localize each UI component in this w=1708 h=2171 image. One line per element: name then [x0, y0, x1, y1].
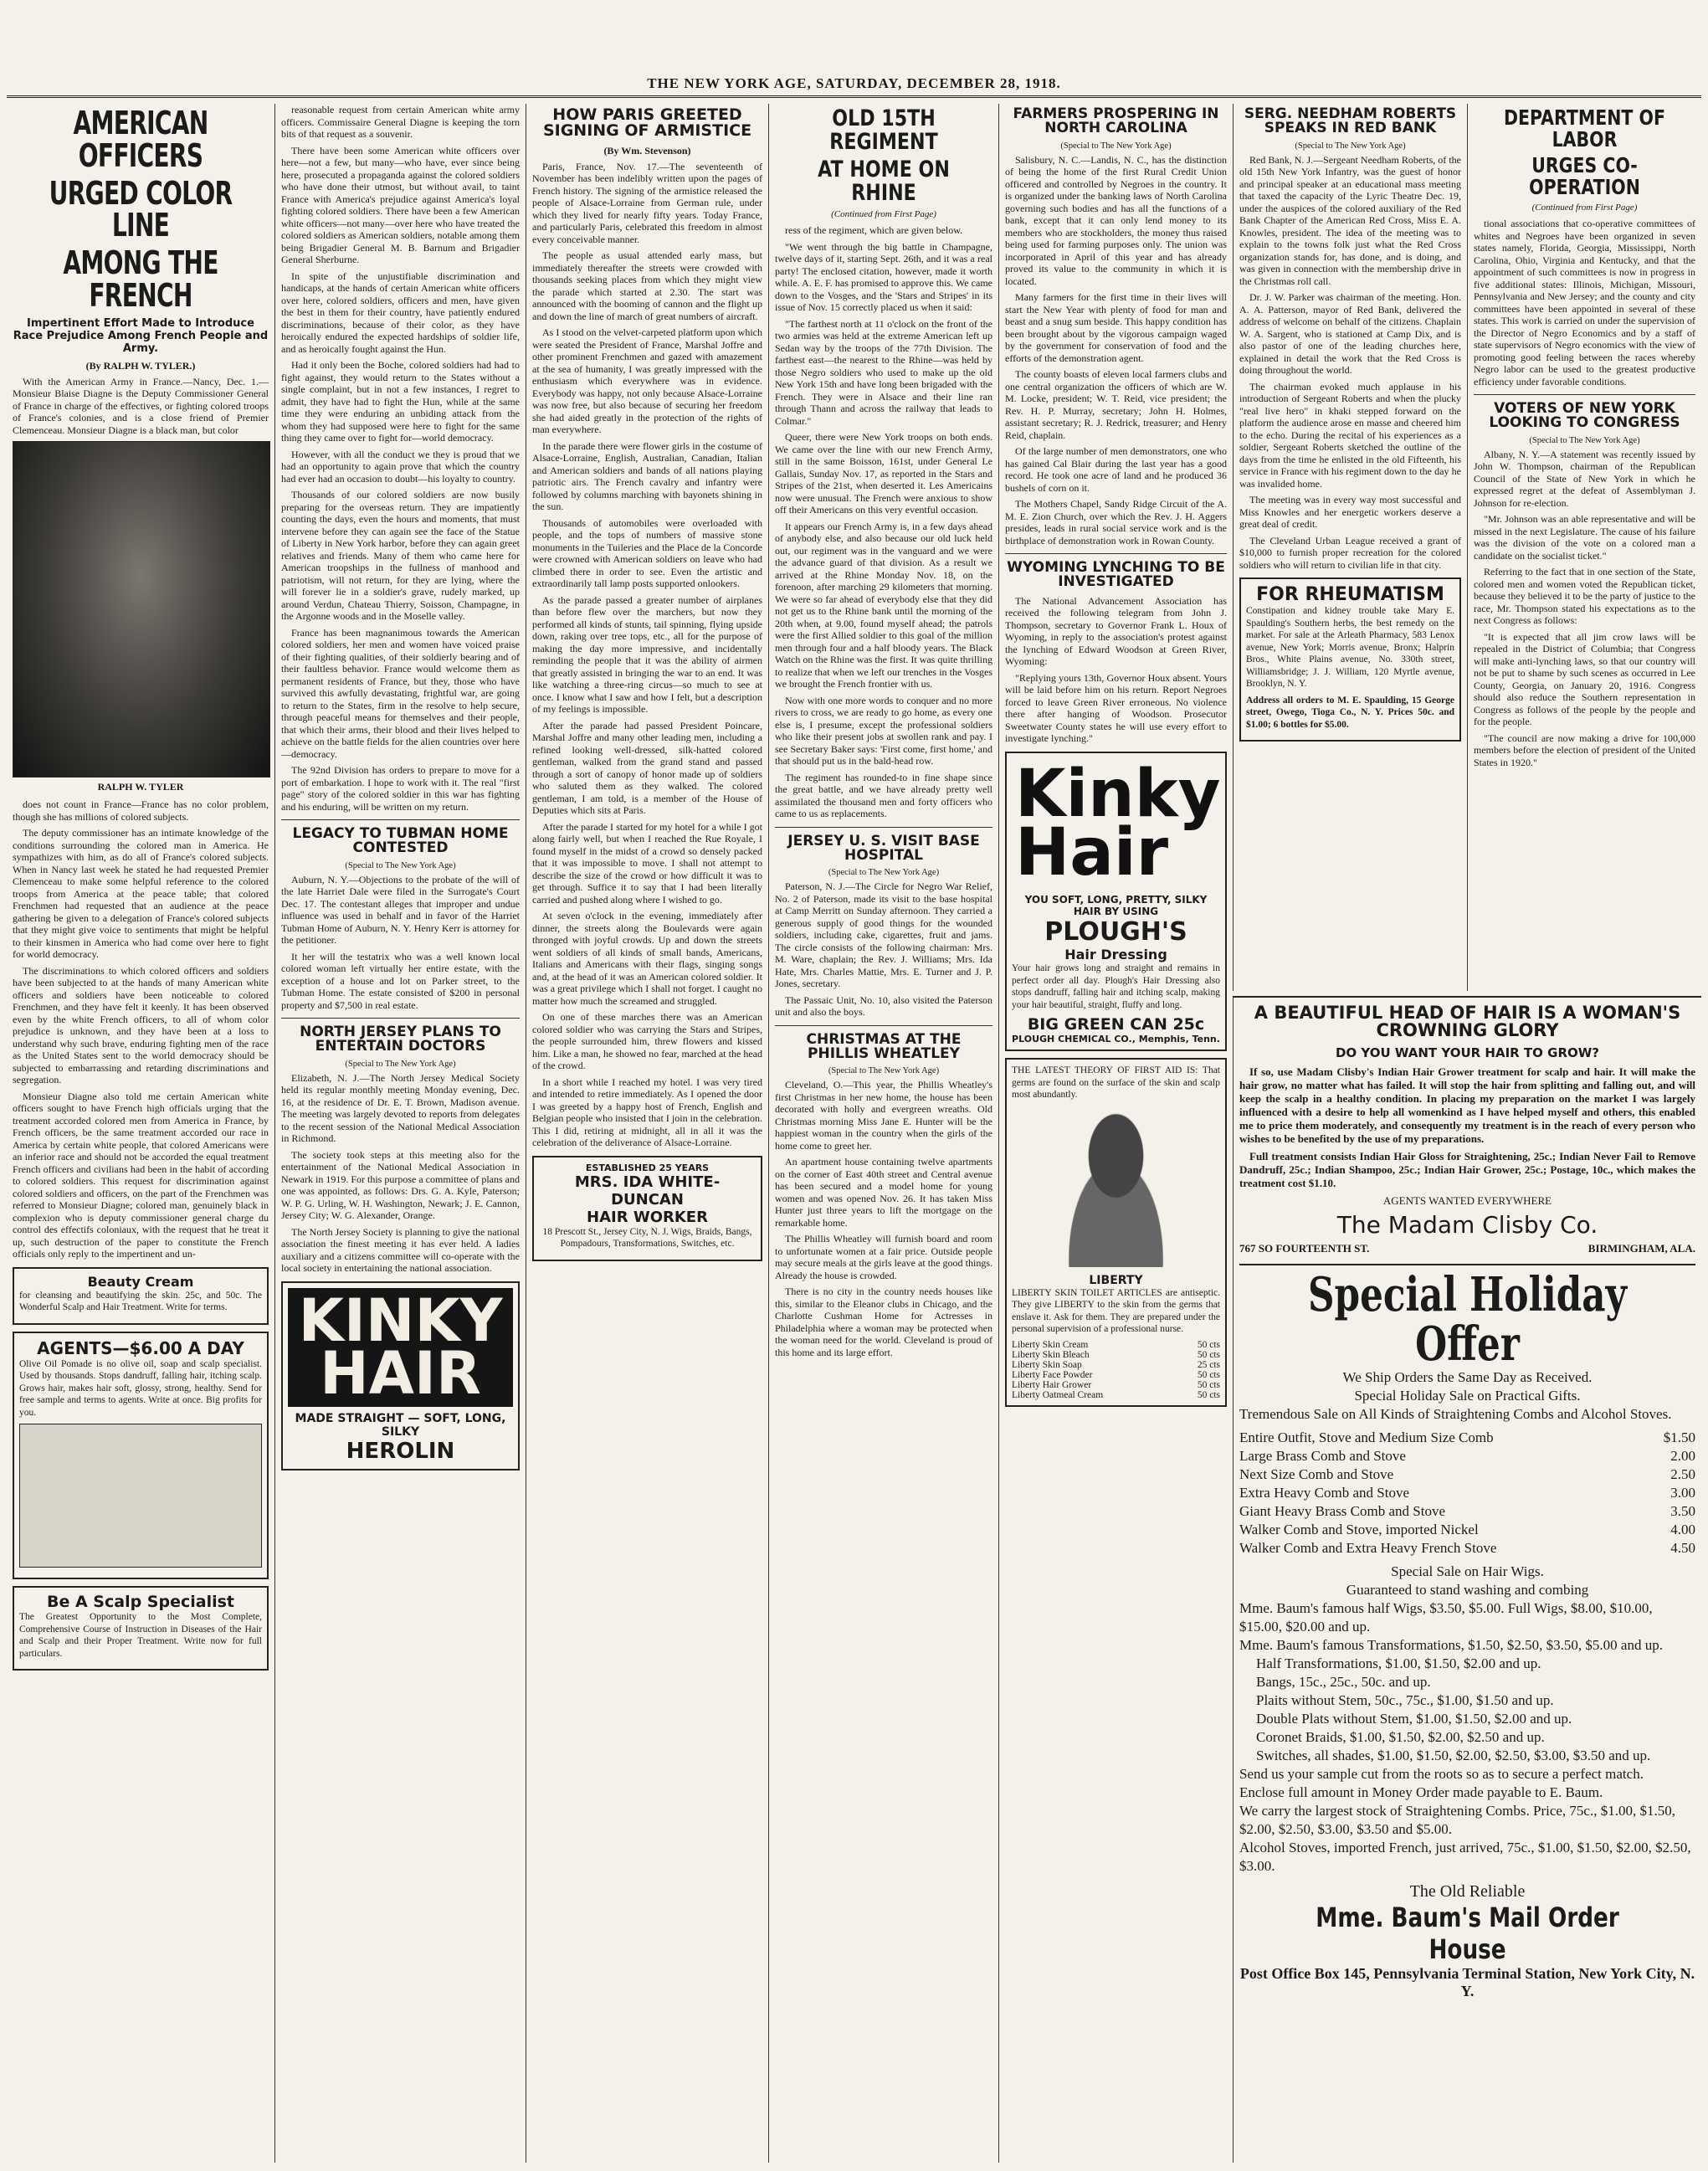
ad-text: Your hair grows long and straight and remains in perfect order all day. Plough's Hair Dressing also stops dandruff, falling hair and itching scalp, making your hair beautiful, straight, fluffy and long. — [1012, 963, 1220, 1010]
item-name: Walker Comb and Extra Heavy French Stove — [1239, 1540, 1497, 1557]
column-7 — [1467, 104, 1701, 991]
ad-title-bottom: Hair — [1015, 815, 1169, 890]
clisby-treatment: Full treatment consists Indian Hair Gloss for Straightening, 25c.; Indian Never Fail to Remove Dandruff, 25c.; Indian Shampoo, 25c.; Indian Hair Grower, 25c.; Postage, 10c., which makes the treatment cost $1.10. — [1239, 1149, 1695, 1189]
headline-line: AMERICAN OFFICERS — [73, 105, 208, 174]
article-paragraph: As I stood on the velvet-carpeted platform upon which were seated the President of France, Marshal Joffre and other prominent Frenchmen and gazed with amazement at the sea of humanity, I was greatly impressed with the enthusiasm which everywhere was in evidence. Everybody was happy, not only because Alsace-Lorraine was now free, but also because of securing her freedom she had aided greatly in the protection of the rights of man everywhere. — [532, 326, 762, 436]
item-name: Liberty Skin Bleach — [1012, 1349, 1090, 1360]
price-row — [1239, 1484, 1695, 1502]
ad-title: AGENTS—$6.00 A DAY — [37, 1337, 244, 1358]
wigs-line: Double Plats without Stem, $1.00, $1.50, $2.00 and up. — [1256, 1711, 1572, 1727]
clisby-headline: A BEAUTIFUL HEAD OF HAIR IS A WOMAN'S CROWNING GLORY — [1254, 1003, 1681, 1041]
ad-tagline: MADE STRAIGHT — SOFT, LONG, SILKY — [295, 1411, 506, 1439]
ad-text: Constipation and kidney trouble take Mary E. Spaulding's Southern herbs, the best remedy on the market. For sale at the Arleath Pharmacy, 583 Lenox avenue, New York; Morris avenue, Bronx; Halprin Bros., White Plains avenue, No. 330th street, Williamsbridge; J. J. William, 120 Myrtle avenue, Brooklyn, N. Y. — [1246, 606, 1454, 690]
article-paragraph: On one of these marches there was an American colored soldier who was carrying the Stars and Stripes, the people surrounded him, threw flowers and kissed him. Like a man, he showed no fear, marched at the head of the crowd. — [532, 1011, 762, 1072]
price-row — [1239, 1502, 1695, 1521]
dateline: (Special to The New York Age) — [1295, 141, 1406, 151]
holiday-offer-ad — [1239, 1264, 1695, 2001]
wigs-line: Alcohol Stoves, imported French, just arrived, 75c., $1.00, $1.50, $2.00, $2.50, $3.00. — [1239, 1840, 1691, 1875]
item-price: 2.00 — [1670, 1448, 1695, 1465]
article-paragraph: Now with one more words to conquer and no more rivers to cross, we are ready to go home, as every one else is, I presume, except the professional soldiers who like their present jobs at swollen rank and pay. I see Secretary Baker says: 'First come, first home,' and that should put us in the bald-head row. — [775, 694, 992, 767]
article-paragraph: Elizabeth, N. J.—The North Jersey Medical Society held its regular monthly meeting Monday evening, Dec. 16, at the residence of Dr. E. T. Brown, Madison avenue. The meeting was largely devoted to reports from delegates to the recent session of the National Medical Association in Richmond. — [281, 1071, 520, 1145]
article-paragraph: The society took steps at this meeting also for the entertainment of the National Medical Association in Newark in 1919. For this purpose a committee of plans and one was appointed, as follows: Drs. G. A. Kyle, Paterson; W. P. G. Urling, W. H. Washington, Newark; J. E. Cannon, Jersey City; W. G. Alexander, Orange. — [281, 1148, 520, 1222]
article-paragraph: Had it only been the Boche, colored soldiers had had to fight against, they would return to the States without a single complaint, but in not a few instances, I regret to admit, they have had to fight the Hun, while at the same time they were enduring an unbiding attack from the whom they had supposed were here to fight for the same thing they came over to fight for—world democracy. — [281, 359, 520, 444]
article-paragraph: Salisbury, N. C.—Landis, N. C., has the distinction of being the home of the first Rural Credit Union officered and controlled by Negroes in the country. It is organized under the banking laws of North Carolina governing such bodies and has all the functions of a bank, except that it can only lend money to its members who are stockholders, the money thus raised being used for farming purposes only. The union was incorporated in April of this year and has already proved its value to the community in which it is located. — [1005, 153, 1227, 287]
article-paragraph: "Mr. Johnson was an able representative and will be missed in the next Legislature. The cause of his failure was the division of the vote on a colored man a candidate on the socialist ticket." — [1474, 513, 1695, 562]
beauty-cream-ad — [13, 1267, 269, 1325]
headline-line: DEPARTMENT OF LABOR — [1503, 105, 1665, 151]
article-paragraph: After the parade had passed President Poincare, Marshal Joffre and many other leading men, including a refined looking well-dressed, silk-hatted colored gentleman, walked from the grand stand and passed through a sort of canopy of honor made up of soldiers who saluted them as they walked. The colored gentleman, I am told, is a member of the House of Deputies which sits at Paris. — [532, 719, 762, 817]
item-price: 3.50 — [1670, 1503, 1695, 1520]
article-paragraph: tional associations that co-operative committees of whites and Negroes have been organized in seven states namely, Florida, Georgia, Mississippi, North Carolina, Ohio, Virginia and Kentucky, and that the appointment of such committees is now in progress in five additional states: Illinois, Michigan, Missouri, Pennsylvania and New Jersey; and the county and city committees have been appointed in several of these states. This work is carried on under the supervision of the Director of Negro Economics and by a staff of state supervisors of Negro economics with the view of promoting good feeling between the races whereby Negro labor can be used to the greatest productive efficiency under favorable conditions. — [1474, 218, 1695, 387]
column-3 — [526, 104, 768, 2163]
article-paragraph: "Replying yours 13th, Governor Houx absent. Yours will be laid before him on his return. Report Negroes forced to leave Green River erroneous. No violence there after hanging of Woodson. Prosecutor Sweetwater County states he will use every effort to investigate lynching." — [1005, 671, 1227, 745]
ad-trademark: LIBERTY — [1089, 1273, 1143, 1287]
article-paragraph: However, with all the conduct we they is proud that we had an opportunity to again prove that which the country had ever had an occasion to doubt—his loyalty to country. — [281, 448, 520, 485]
ad-name: MRS. IDA WHITE-DUNCAN — [574, 1173, 721, 1209]
article-paragraph: After the parade I started for my hotel for a while I got along fairly well, but when I reached the Rue Royale, I found myself in the midst of a crowd so densely packed that it was impossible to move. I shall not attempt to describe the size of the crowd or how difficult it was to get through. Suffice it to say that I had been literally carried and pushed along where I wished to go. — [532, 820, 762, 906]
item-price: 2.50 — [1670, 1466, 1695, 1483]
ad-text: for cleansing and beautifying the skin. 25c, and 50c. The Wonderful Scalp and Hair Treatment. Write for terms. — [19, 1290, 262, 1312]
holiday-headline: Special Holiday Offer — [1307, 1266, 1627, 1372]
article-paragraph: Dr. J. W. Parker was chairman of the meeting. Hon. A. A. Patterson, mayor of Red Bank, delivered the address of welcome on behalf of the citizens. Chaplain W. A. Sargent, who is stationed at Camp Dix, and is also pastor of one of the leading churches here, explained in detail the work that the Red Cross is doing throughout the world. — [1239, 291, 1461, 377]
article-headline: JERSEY U. S. VISIT BASE HOSPITAL — [787, 832, 980, 864]
rheumatism-ad — [1239, 577, 1461, 742]
clisby-body: If so, use Madam Clisby's Indian Hair Grower treatment for scalp and hair. It will make the hair grow, no matter what has failed. It will stop the hair from splitting and falling out, and will keep the scalp in a healthy condition. In placing my preparation on the market I was largely influenced with a desire to help all womenkind as I have helped myself and others, this enabled me to price them moderately, and consequently my treatment is in the reach of every person who wishes to be benefited by the use of my preparations. — [1239, 1065, 1695, 1145]
article-paragraph: Auburn, N. Y.—Objections to the probate of the will of the late Harriet Dale were filed in the Surrogate's Court Dec. 17. The contestant alleges that improper and undue influence was used in behalf and in favor of the Harriet Tubman Home of Auburn, N. Y. Henry Kerr is attorney for the petitioner. — [281, 873, 520, 947]
dateline: (Special to The New York Age) — [1060, 141, 1172, 151]
liberty-item — [1012, 1360, 1220, 1370]
article-headline: CHRISTMAS AT THE PHILLIS WHEATLEY — [806, 1030, 962, 1063]
headline-line: OLD 15TH REGIMENT — [829, 105, 938, 155]
clisby-question: DO YOU WANT YOUR HAIR TO GROW? — [1335, 1044, 1599, 1060]
continued-note: (Continued from First Page) — [1531, 203, 1638, 213]
article-paragraph: France has been magnanimous towards the American colored soldiers, her men and women have voiced praise of their fighting qualities, of their soldierly bearing and of their faultless behavior. France would welcome them as permanent residents of France, but they, those who have survived this awfully devastating, frightful war, are going to return to the States, firm in the resolve to help secure, through peaceful means for themselves and their people, that which their arms, their blood and their lives helped to achieve on the battle fields for the alien countries over here—democracy. — [281, 626, 520, 760]
item-name: Walker Comb and Stove, imported Nickel — [1239, 1522, 1479, 1538]
wigs-line: Mme. Baum's famous Transformations, $1.50, $2.50, $3.50, $5.00 and up. — [1239, 1637, 1663, 1654]
article-paragraph: The meeting was in every way most successful and Miss Knowles and her energetic workers deserve a great deal of credit. — [1239, 494, 1461, 531]
ad-tagline: YOU SOFT, LONG, PRETTY, SILKY HAIR BY USING — [1024, 894, 1208, 918]
article-paragraph: Referring to the fact that in one section of the State, colored men and women voted the Republican ticket, because they believed it to be the party of justice to the race, Mr. Thompson stated his expectations as to the next Congress as follows: — [1474, 566, 1695, 627]
item-name: Liberty Skin Cream — [1012, 1339, 1089, 1350]
liberty-item — [1012, 1370, 1220, 1380]
article-paragraph: The deputy commissioner has an intimate knowledge of the conditions surrounding the colored man in America. He sympathizes with him, as do all of France's colored subjects. When in Nancy last week he stated he had requested Premier Clemenceau to make some helpful reference to the colored troops from America at the peace table; that colored Frenchmen had requested that an audience at the peace gathering be given to a delegation of France's colored subjects that they might give voice to sentiments that might be helpful to their kinsmen in America who had come over here to fight for world democracy. — [13, 827, 269, 960]
liberty-item — [1012, 1380, 1220, 1390]
article-paragraph: It her will the testatrix who was a well known local colored woman left virtually her entire estate, with the exception of a house and lot on Parker street, to the Tubman Home. The estate consisted of $200 in personal property and $7,500 in real estate. — [281, 950, 520, 1011]
item-price: 50 cts — [1197, 1389, 1220, 1400]
ad-text: LIBERTY SKIN TOILET ARTICLES are antiseptic. They give LIBERTY to the skin from the germs that enslave it. Ask for them. They are prepared under the personal supervision of a professional nurse. — [1012, 1287, 1220, 1335]
item-name: Extra Heavy Comb and Stove — [1239, 1485, 1410, 1501]
dateline: (Special to The New York Age) — [828, 1066, 940, 1076]
clisby-company: The Madam Clisby Co. — [1336, 1210, 1598, 1239]
article-paragraph: At seven o'clock in the evening, immediately after dinner, the streets along the Boulevards were again thronged with joyful crowds. Up and down the streets went soldiers of all kinds of small bands, Americans, Italians and Americans with their flags, singing songs and, at the head of it was an American colored soldier. It was a great privilege which I shall not forget. I caught no matter how much the screamed and struggled. — [532, 910, 762, 1007]
article-paragraph: Of the large number of men demonstrators, one who has gained Cal Blair during the last year has a good record. He took one acre of land and he produced 36 bushels of corn on it. — [1005, 445, 1227, 494]
article-paragraph: The North Jersey Society is planning to give the national association the finest meeting it has ever held. A ladies auxiliary and a citizens committee will co-operate with the local society in entertaining the national association. — [281, 1225, 520, 1275]
ad-title: Be A Scalp Specialist — [47, 1593, 234, 1611]
ad-title-bottom: HAIR — [320, 1338, 481, 1408]
baum-house: Mme. Baum's Mail Order House — [1316, 1902, 1619, 1966]
column-1 — [7, 104, 274, 2163]
ad-company: PLOUGH CHEMICAL CO., Memphis, Tenn. — [1012, 1034, 1220, 1045]
ad-address: Address all orders to M. E. Spaulding, 15 George street, Owego, Tioga Co., N. Y. Prices 50c. and $1.00; 6 bottles for $5.00. — [1246, 695, 1454, 730]
article-paragraph: With the American Army in France.—Nancy, Dec. 1.—Monsieur Blaise Diagne is the Deputy Commissioner General of France in charge of the effectives, or fighting colored troops of France's colonies, and is a close friend of Premier Clemenceau. Monsieur Diagne is a black man, but color — [13, 375, 269, 436]
holiday-tremendous: Tremendous Sale on All Kinds of Straightening Combs and Alcohol Stoves. — [1239, 1406, 1672, 1423]
wigs-line: Guaranteed to stand washing and combing — [1346, 1582, 1589, 1599]
ad-offer: BIG GREEN CAN 25c — [1027, 1015, 1205, 1034]
illustration — [19, 1424, 262, 1568]
clisby-address — [1239, 1242, 1695, 1255]
ad-title-top: Kinky — [1015, 756, 1221, 832]
dateline: (Special to The New York Age) — [345, 1059, 456, 1069]
column-5 — [998, 104, 1233, 2163]
article-paragraph: "It is expected that all jim crow laws will be repealed in the District of Columbia; that Congress will make anti-lynching laws, so that our country will not be put to shame by such scenes as occurred in Lee County, Georgia, on January 20, 1916. Congress should also reduce the Southern representation in Congress as follows of the people by the people and for the people. — [1474, 630, 1695, 728]
divider — [1474, 394, 1695, 395]
article-paragraph: does not count in France—France has no color problem, though she has millions of colored subjects. — [13, 798, 269, 823]
portrait-photo — [13, 441, 270, 778]
masthead: THE NEW YORK AGE, SATURDAY, DECEMBER 28, 1918. — [647, 75, 1061, 91]
headline-line: URGES CO-OPERATION — [1529, 153, 1640, 199]
item-price: 50 cts — [1197, 1369, 1220, 1380]
column-6 — [1233, 104, 1467, 991]
scalp-specialist-ad — [13, 1586, 269, 1671]
ads-block — [1233, 996, 1701, 2163]
article-paragraph: Paterson, N. J.—The Circle for Negro War Relief, No. 2 of Paterson, made its visit to the base hospital at Camp Merritt on Sunday afternoon. They carried a generous supply of good things for the wounded soldiers, including cake, cigarettes, fruit and jams. The circle consists of the following chairman: Mrs. M. Ware, chaplain; the Rev. J. Williams; Mrs. Ida Hate, Mrs. Charles Mattie, Mrs. E. Turner and J. P. Jones, secretary. — [775, 880, 992, 990]
ad-brand: HEROLIN — [346, 1438, 455, 1464]
article-paragraph: It appears our French Army is, in a few days ahead of anybody else, and also because our old luck held out, our regiment was in the vanguard and we were the advance guard of that division. As a result we arrived at the Rhine Monday Nov. 18, on the forenoon, after marching 29 kilometers that morning. We were so far ahead of everybody else that they did not get us to the Rhine bank until the morning of the 20th when, at 9.00, found myself ahead; the patrols were the first Allied soldier to this goal of the million men through four and a half bloody years. The Black Watch on the Rhine was the first. It was quite thrilling to realize that when we left our trenches in the Vosges we brought the French frontier with us. — [775, 520, 992, 690]
subheadline: Impertinent Effort Made to Introduce Race Prejudice Among French People and Army. — [13, 316, 269, 355]
article-paragraph: The National Advancement Association has received the following telegram from John J. Thompson, secretary to Governor Frank L. Houx of Wyoming, in reply to the association's protest against the lynching of Edward Woodson at Green River, Wyoming: — [1005, 594, 1227, 668]
article-headline: VOTERS OF NEW YORK LOOKING TO CONGRESS — [1489, 400, 1680, 432]
item-price: 50 cts — [1197, 1339, 1220, 1350]
article-paragraph: Red Bank, N. J.—Sergeant Needham Roberts, of the old 15th New York Infantry, was the guest of honor and principal speaker at an educational mass meeting that taxed the capacity of the Lyric Theatre Dec. 19, under the auspices of the colored auxiliary of the Red Bank Chapter of the American Red Cross, Miss E. A. Knowles, president. The idea of the meeting was to explain to the towns folk just what the Red Cross organization stands for, has done, and is doing, and was given in connection with the membership drive in the Christmas roll call. — [1239, 153, 1461, 287]
ad-text: The Greatest Opportunity to the Most Complete, Comprehensive Course of Instruction in Diseases of the Hair and Scalp and their Proper Treatment. Write now for full particulars. — [19, 1612, 262, 1659]
article-paragraph: Thousands of automobiles were overloaded with people, and the tops of numbers of massive stone monuments in the Tuileries and the Place de la Concorde were crowned with American soldiers on leave who had climbed there in order to see. Even the artistic and extraordinarily tall lamp posts supported onlookers. — [532, 516, 762, 590]
article-paragraph: "The farthest north at 11 o'clock on the front of the two armies was held at the extreme American left up Sedan way by the troops of the 77th Division. The farthest east—the nearest to the Rhine—was held by those Negro soldiers who used to make up the old New York 15th and have long been brigaded with the French. They were in Alsace and their line ran through Thann and across the railway that leads to Colmar." — [775, 317, 992, 427]
item-name: Liberty Oatmeal Cream — [1012, 1389, 1104, 1400]
liberty-item — [1012, 1340, 1220, 1350]
continued-note: (Continued from First Page) — [831, 209, 936, 220]
item-price: $1.50 — [1663, 1429, 1695, 1446]
price-row — [1239, 1447, 1695, 1465]
hair-worker-ad — [532, 1156, 762, 1261]
item-name: Entire Outfit, Stove and Medium Size Comb — [1239, 1429, 1494, 1446]
article-paragraph: The county boasts of eleven local farmers clubs and one central organization the officers of which are W. M. Locke, president; W. T. Reid, vice president; the Rev. H. P. Murray, secretary; John H. Holmes, assistant secretary; R. J. Redrick, treasurer; and Henry Reid, chaplain. — [1005, 368, 1227, 441]
byline: (By Wm. Stevenson) — [603, 144, 691, 157]
article-paragraph: Paris, France, Nov. 17.—The seventeenth of November has been indelibly written upon the pages of French history. The signing of the armistice released the people of Alsace-Lorraine from German rule, under which they lived for nearly fifty years. Today France, and particularly Paris, celebrated this freedom in almost every conceivable manner. — [532, 160, 762, 245]
article-paragraph: The people as usual attended early mass, but immediately thereafter the streets were crowded with thousands seeking places from which they might view the parade which started at 2.30. The start was announced with the booming of cannon and the flight up and down the line of march of great numbers of aircraft. — [532, 249, 762, 322]
article-paragraph: The chairman evoked much applause in his introduction of Sergeant Roberts and when the plucky "real live hero" in khaki stepped forward on the platform the audience arose en masse and cheered him to the echo. During the recital of his experiences as a soldier, Sergeant Roberts sketched the outline of the days from the time he enlisted in the old Fifteenth, his service in France with his regiment down to the day he was invalided home. — [1239, 380, 1461, 490]
article-headline: HOW PARIS GREETED SIGNING OF ARMISTICE — [542, 105, 752, 141]
article-paragraph: The 92nd Division has orders to prepare to move for a port of embarkation. I hope to work with it. The real "first page" story of the colored soldier in this war has fighting and his enduring, will be written on my return. — [281, 764, 520, 813]
article-paragraph: There is no city in the country needs houses like this, similar to the Eleanor clubs in Chicago, and the Charlotte Cushman Home for Actresses in Philadelphia where a woman may be protected when the woman need for the world. Cleveland is proud of this home and its large effort. — [775, 1286, 992, 1358]
ad-title — [288, 1288, 513, 1407]
price-row — [1239, 1429, 1695, 1447]
price-row — [1239, 1521, 1695, 1539]
ad-trade: HAIR WORKER — [587, 1208, 708, 1226]
wigs-line: Plaits without Stem, 50c., 75c., $1.00, $1.50 and up. — [1256, 1692, 1554, 1709]
article-paragraph: "The council are now making a drive for 100,000 members before the election of president of the United States in 1920." — [1474, 731, 1695, 768]
divider — [775, 1025, 992, 1026]
divider — [1005, 553, 1227, 554]
wigs-line: We carry the largest stock of Straightening Combs. Price, 75c., $1.00, $1.50, $2.00, $2.50, $3.00, $3.50 and $5.00. — [1239, 1803, 1675, 1838]
item-name: Liberty Face Powder — [1012, 1369, 1093, 1380]
article-paragraph: The Passaic Unit, No. 10, also visited the Paterson unit and also the boys. — [775, 993, 992, 1019]
article-paragraph: The Mothers Chapel, Sandy Ridge Circuit of the A. M. E. Zion Church, over which the Rev. J. H. Aggers presides, leads in rural social service work and is the birthplace of demonstration work in Rowan County. — [1005, 498, 1227, 547]
dateline: (Special to The New York Age) — [828, 868, 940, 878]
woman-bust-illustration — [1043, 1108, 1188, 1267]
wigs-line: Enclose full amount in Money Order made payable to E. Baum. — [1239, 1784, 1603, 1801]
article-paragraph: In spite of the unjustifiable discrimination and handicaps, at the hands of certain American white officers over here, colored soldiers, officers and men, have given the best in them for their country, have patiently endured discriminations, because of their color, as they have heroically endured the expected hardships of soldier life, and as heroically fought against the Hun. — [281, 269, 520, 355]
article-paragraph: The discriminations to which colored officers and soldiers have been subjected to at the hands of many American white officers and soldiers have been noticeable to colored Frenchmen, and they have felt it keenly. It has been observed even by the white French officers, to all of whom color prejudice is unknown, and they have been at a loss to understand why such brave, enduring fighting men of the race as the United States sent to the world democracy should be subjected to embarrassing and retarding discriminations and segregation. — [13, 964, 269, 1086]
divider — [281, 1018, 520, 1019]
ad-address: 18 Prescott St., Jersey City, N. J. Wigs, Braids, Bangs, Pompadours, Transformations, Switches, etc. — [542, 1226, 752, 1250]
ad-text: THE LATEST THEORY OF FIRST AID IS: That germs are found on the surface of the skin and scalp most abundantly. — [1012, 1065, 1220, 1101]
liberty-ad — [1005, 1058, 1227, 1407]
article-paragraph: The Phillis Wheatley will furnish board and room to unfortunate women at a fair price. Outside people may secure meals at the girls leave at the good things. Already the house is crowded. — [775, 1233, 992, 1281]
wigs-title: Special Sale on Hair Wigs. — [1391, 1563, 1544, 1580]
reliable-label: The Old Reliable — [1409, 1882, 1526, 1902]
item-price: 4.50 — [1670, 1540, 1695, 1557]
item-name: Giant Heavy Brass Comb and Stove — [1239, 1503, 1445, 1520]
item-name: Liberty Skin Soap — [1012, 1359, 1082, 1370]
dateline: (Special to The New York Age) — [345, 860, 456, 870]
article-paragraph: Many farmers for the first time in their lives will start the New Year with plenty of food for man and beast and a snug sum beside. This happy condition has been brought about by the vigorous campaign waged by the government for conservation of food and the efforts of the demonstration agent. — [1005, 291, 1227, 364]
price-row — [1239, 1539, 1695, 1558]
wigs-line: Mme. Baum's famous half Wigs, $3.50, $5.00. Full Wigs, $8.00, $10.00, $15.00, $20.00 and up. — [1239, 1600, 1653, 1635]
ad-brand-sub: Hair Dressing — [1064, 947, 1167, 963]
liberty-item — [1012, 1350, 1220, 1360]
article-headline: NORTH JERSEY PLANS TO ENTERTAIN DOCTORS — [300, 1024, 501, 1055]
ad-established: ESTABLISHED 25 YEARS — [585, 1162, 710, 1173]
photo-caption: RALPH W. TYLER — [97, 781, 184, 793]
column-4 — [768, 104, 998, 2163]
holiday-ship: We Ship Orders the Same Day as Received. — [1342, 1369, 1593, 1386]
article-paragraph: "We went through the big battle in Champagne, twelve days of it, starting Sept. 26th, and it was a real party! The enclosed citation, however, made it worth while. A. E. F. has promised to approve this. We came down to the Vosges, and the 'Stars and Stripes' in its issue of Nov. 15 correctly placed us when it said: — [775, 240, 992, 314]
ad-brand: PLOUGH'S — [1044, 917, 1187, 947]
comb-price-list — [1239, 1429, 1695, 1558]
column-2 — [274, 104, 526, 2163]
item-name: Large Brass Comb and Stove — [1239, 1448, 1406, 1465]
article-paragraph: Thousands of our colored soldiers are now busily preparing for the overseas return. They are impatiently counting the days, even the hours and moments, that must intervene before they can again see the face of the Statue of Liberty in New York harbor, before they can again greet relatives and friends. Many of them who came here for American troopships in the fullness of manhood and patriotism, will not return, for they are lying, where the will forever lie in a soldier's grave, rudely marked, up around Verdun, Chateau Thierry, Soisson, Champagne, in the Argonne woods and in the Moselle valley. — [281, 489, 520, 622]
item-price: 4.00 — [1670, 1522, 1695, 1538]
item-price: 3.00 — [1670, 1485, 1695, 1501]
article-headline: WYOMING LYNCHING TO BE INVESTIGATED — [1007, 559, 1225, 591]
byline: (By RALPH W. TYLER.) — [85, 359, 196, 372]
article-paragraph: ress of the regiment, which are given below. — [785, 224, 963, 237]
baum-address: Post Office Box 145, Pennsylvania Terminal Station, New York City, N. Y. — [1239, 1965, 1695, 2000]
kinky-hair-ad — [281, 1281, 520, 1470]
clisby-city: BIRMINGHAM, ALA. — [1587, 1241, 1695, 1255]
clisby-agents: AGENTS WANTED EVERYWHERE — [1382, 1193, 1552, 1207]
item-name: Next Size Comb and Stove — [1239, 1466, 1394, 1483]
liberty-item — [1012, 1390, 1220, 1400]
article-paragraph: In the parade there were flower girls in the costume of Alsace-Lorraine, English, Australian, Canadian, Italian and American soldiers and bands of all nations playing patriotic airs. The French cavalry and infantry were followed by columns marching with bayonets shining in the sun. — [532, 439, 762, 513]
divider — [775, 827, 992, 828]
item-price: 50 cts — [1197, 1379, 1220, 1390]
agents-ad — [13, 1332, 269, 1580]
price-row — [1239, 1465, 1695, 1484]
item-name: Liberty Hair Grower — [1012, 1379, 1092, 1390]
ad-title: Beauty Cream — [87, 1273, 194, 1290]
item-price: 25 cts — [1197, 1359, 1220, 1370]
article-paragraph: An apartment house containing twelve apartments on the corner of East 40th street and Central avenue has been secured and a model home for young women and was opened Nov. 26. It has taken Miss Hunter just three years to lift the mortgage on the remarkable home. — [775, 1156, 992, 1229]
article-paragraph: The Cleveland Urban League received a grant of $10,000 to furnish proper recreation for the colored soldiers who will return to civilian life in that city. — [1239, 534, 1461, 571]
ad-title: FOR RHEUMATISM — [1256, 584, 1444, 606]
headline-line: AT HOME ON RHINE — [818, 157, 950, 206]
article-paragraph: There have been some American white officers over here—not a few, but many—who have, ever since being here, prosecuted a propaganda against the colored soldiers who have done their utmost, but without avail, to taint France with America's prejudice against America's loyal fighting colored soldiers. There have been a few American white officers—not many—over here who have treated the colored soldiers as American soldiers, notable among them being Brigadier General M. B. Barnum and Brigadier General Sherburne. — [281, 144, 520, 265]
clisby-street: 767 SO FOURTEENTH ST. — [1239, 1241, 1370, 1255]
divider — [281, 819, 520, 820]
masthead-rule — [7, 95, 1701, 98]
article-paragraph: Monsieur Diagne also told me certain American white officers sought to have French high officials urging that the treatment accorded colored men from America in France, by French officers, be the same treatment accorded our race in America by certain white people, that colored Americans were an inferior race and should not be accorded the equal treatment French officers and civilians had been in the habit of according to colored soldiers. This request for discrimination against colored soldiers and officers, on the part of the Frenchmen was referred to Monsieur Diagne; colored man, genuinely black in complexion who is deputy commissioner general charge du control des effectifs coloniaux, with the request that he treat it up, such destruction of the paper to constitute the French officials only reply to the impertinent and un- — [13, 1090, 269, 1260]
article-paragraph: In a short while I reached my hotel. I was very tired and intended to retire immediately. As I opened the door I was greeted by a happy host of French, English and Belgian people who insisted that I join in the celebration. This I did, retiring at midnight, all in all it was the celebration of the deliverance of Alsace-Lorraine. — [532, 1075, 762, 1149]
wigs-line: Switches, all shades, $1.00, $1.50, $2.00, $2.50, $3.00, $3.50 and up. — [1256, 1748, 1651, 1764]
wigs-line: Half Transformations, $1.00, $1.50, $2.00 and up. — [1256, 1655, 1541, 1672]
wigs-line: Coronet Braids, $1.00, $1.50, $2.00, $2.50 and up. — [1256, 1729, 1545, 1746]
ad-title — [1012, 758, 1220, 889]
wigs-line: Send us your sample cut from the roots so as to secure a perfect match. — [1239, 1766, 1644, 1783]
article-headline: FARMERS PROSPERING IN NORTH CAROLINA — [1013, 105, 1219, 137]
holiday-sale: Special Holiday Sale on Practical Gifts. — [1354, 1388, 1581, 1404]
article-paragraph: Queer, there were New York troops on both ends. We came over the line with our new French Army, still in the same Boisson, 161st, under General Le Gallais, Sunday Nov. 17, as reported in the Stars and Stripes of the 21st, when deserted it. Les Americains now were unusual. The French were anxious to show off their Americans on this very eventful occasion. — [775, 431, 992, 516]
article-headline: LEGACY TO TUBMAN HOME CONTESTED — [292, 825, 509, 857]
article-paragraph: Cleveland, O.—This year, the Phillis Wheatley's first Christmas in her new home, the house has been decorated with holly and evergreen wreaths. Old Christmas morning Miss Jane E. Hunter will be the happiest woman in the country when the girls of the home come to greet her. — [775, 1079, 992, 1152]
dateline: (Special to The New York Age) — [1529, 435, 1640, 445]
ploughs-hair-ad — [1005, 752, 1227, 1051]
article-paragraph: Albany, N. Y.—A statement was recently issued by John W. Thompson, chairman of the Republican Council of the State of New York in which he expressed regret at the defeat of Assemblyman J. Johnson for re-election. — [1474, 448, 1695, 509]
wigs-line: Bangs, 15c., 25c., 50c. and up. — [1256, 1674, 1431, 1691]
article-headline: SERG. NEEDHAM ROBERTS SPEAKS IN RED BANK — [1244, 105, 1457, 137]
headline-line: AMONG THE FRENCH — [63, 244, 218, 314]
ad-text: Olive Oil Pomade is no olive oil, soap and scalp specialist. Used by thousands. Stops dandruff, falling hair, itching scalp. Grows hair, makes hair soft, glossy, strong, healthy. Send for free sample and terms to agents. Write at once. Big profits for you. — [19, 1358, 262, 1418]
ad-title-top: KINKY — [298, 1286, 503, 1355]
item-price: 50 cts — [1197, 1349, 1220, 1360]
article-paragraph: As the parade passed a greater number of airplanes than before flew over the marchers, but now they performed all kinds of stunts, tail spinning, flying upside down, raking over tree tops, etc., all for the purpose of making the day more impressive, and incidentally reminding the people that it was the ability of airmen that greatly assisted in bringing the war to an end. It was like watching a three-ring circus—so much to see at once. I know what I saw and how I felt, but a description of my feelings is impossible. — [532, 593, 762, 716]
article-paragraph: reasonable request from certain American white army officers. Commissaire General Diagne is keeping the torn bits of that request as a souvenir. — [281, 104, 520, 140]
headline-line: URGED COLOR LINE — [49, 174, 233, 244]
article-paragraph: The regiment has rounded-to in fine shape since the great battle, and we have already pretty well assimilated the thousand men and forty officers who came to us as replacements. — [775, 771, 992, 820]
